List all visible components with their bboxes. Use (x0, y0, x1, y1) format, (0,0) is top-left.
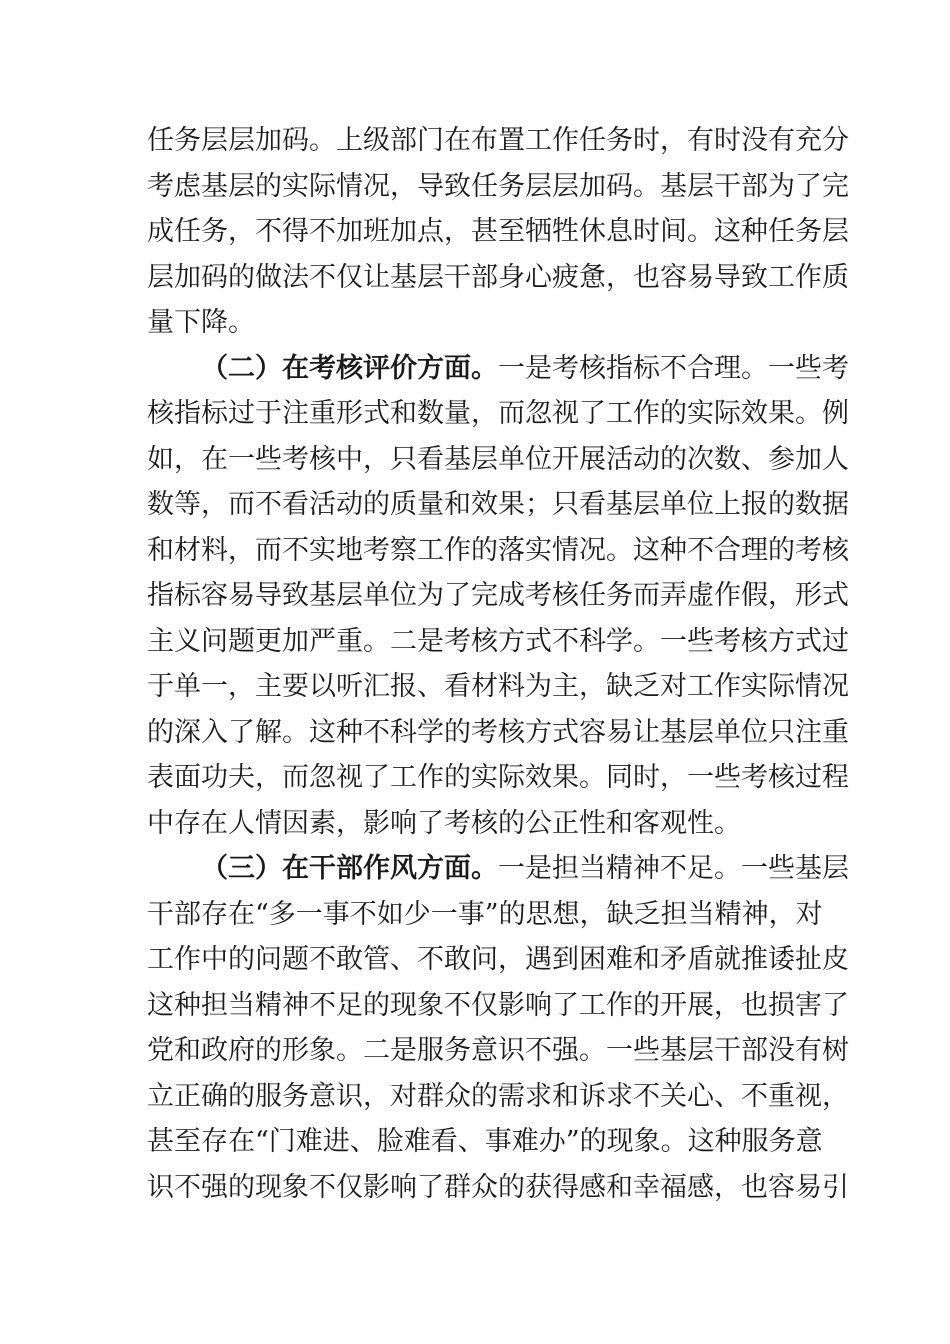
text-line: 于单一，主要以听汇报、看材料为主，缺乏对工作实际情况 (147, 671, 849, 702)
text-line: 甚至存在“门难进、脸难看、事难办”的现象。这种服务意 (147, 1126, 823, 1157)
text-line: 中存在人情因素，影响了考核的公正性和客观性。 (147, 807, 741, 839)
text-line: 立正确的服务意识，对群众的需求和诉求不关心、不重视， (147, 1080, 849, 1112)
text-line: 干部存在“多一事不如少一事”的思想，缺乏担当精神，对 (147, 898, 823, 930)
text-line: 工作中的问题不敢管、不敢问，遇到困难和矛盾就推诿扯皮 (147, 944, 849, 975)
text-line: 的深入了解。这种不科学的考核方式容易让基层单位只注重 (147, 716, 849, 748)
text-line: 识不强的现象不仅影响了群众的获得感和幸福感，也容易引 (147, 1171, 849, 1203)
text-line: 数等，而不看活动的质量和效果；只看基层单位上报的数据 (147, 489, 849, 520)
text-line: 层加码的做法不仅让基层干部身心疲惫，也容易导致工作质 (147, 261, 849, 293)
text-line: 如，在一些考核中，只看基层单位开展活动的次数、参加人 (147, 443, 849, 475)
text-line: 任务层层加码。上级部门在布置工作任务时，有时没有充分 (147, 125, 849, 156)
text-line: 考虑基层的实际情况，导致任务层层加码。基层干部为了完 (147, 170, 849, 202)
paragraph-task-overload (147, 118, 849, 346)
text-line: 这种担当精神不足的现象不仅影响了工作的开展，也损害了 (147, 989, 849, 1021)
paragraph-assessment (147, 346, 849, 847)
text-line: 和材料，而不实地考察工作的落实情况。这种不合理的考核 (147, 534, 849, 566)
text-line-first (147, 846, 849, 892)
text-line: 量下降。 (147, 307, 255, 338)
section-heading: （二）在考核评价方面。 (201, 352, 498, 384)
text-line: 指标容易导致基层单位为了完成考核任务而弄虚作假，形式 (147, 580, 849, 611)
document-body (147, 118, 849, 1210)
text-line-first (147, 346, 849, 392)
text-line: 主义问题更加严重。二是考核方式不科学。一些考核方式过 (147, 625, 849, 657)
text-run: 一是担当精神不足。一些基层 (498, 853, 849, 884)
text-line: 党和政府的形象。二是服务意识不强。一些基层干部没有树 (147, 1035, 849, 1066)
text-line: 成任务，不得不加班加点，甚至牺牲休息时间。这种任务层 (147, 216, 849, 247)
text-run: 一是考核指标不合理。一些考 (498, 352, 849, 384)
text-line: 表面功夫，而忽视了工作的实际效果。同时，一些考核过程 (147, 762, 849, 793)
paragraph-cadre-conduct (147, 846, 849, 1210)
text-line: 核指标过于注重形式和数量，而忽视了工作的实际效果。例 (147, 398, 849, 429)
section-heading: （三）在干部作风方面。 (201, 853, 498, 884)
